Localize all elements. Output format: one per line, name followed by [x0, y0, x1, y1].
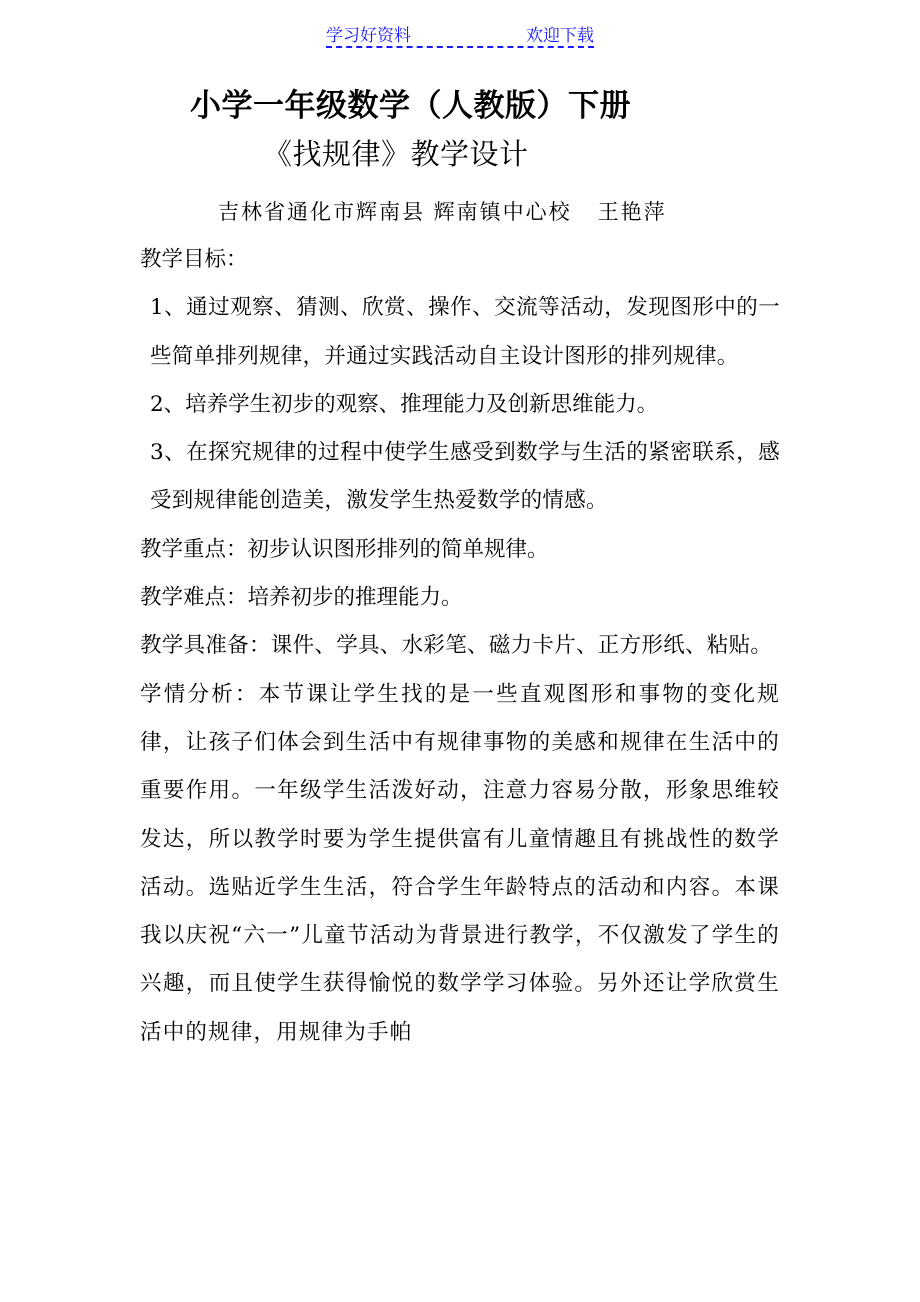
- header-right-text: 欢迎下载: [526, 26, 594, 46]
- author-name: 王艳萍: [597, 200, 667, 224]
- page-header: [326, 18, 594, 48]
- objective-3: 3、在探究规律的过程中使学生感受到数学与生活的紧密联系，感受到规律能创造美，激发学生热爱数学的情感。: [150, 440, 780, 514]
- document-subtitle: 《找规律》教学设计: [263, 137, 529, 171]
- author-school: 吉林省通化市辉南县 辉南镇中心校: [218, 200, 572, 224]
- objective-2: 2、培养学生初步的观察、推理能力及创新思维能力。: [150, 391, 659, 417]
- learning-analysis: 学情分析：本节课让学生找的是一些直观图形和事物的变化规律，让孩子们体会到生活中有规律事物的美感和规律在生活中的重要作用。一年级学生活泼好动，注意力容易分散，形象思维较发达，所以教学时要为学生提供富有儿童情趣且有挑战性的数学活动。选贴近学生生活，符合学生年龄特点的活动和内容。本课我以庆祝“六一”儿童节活动为背景进行教学，不仅激发了学生的兴趣，而且使学生获得愉悦的数学学习体验。另外还让学欣赏生活中的规律，用规律为手帕: [140, 681, 780, 1045]
- objectives-heading: 教学目标：: [140, 247, 248, 272]
- document-body: [140, 236, 780, 1057]
- materials: 教学具准备：课件、学具、水彩笔、磁力卡片、正方形纸、粘贴。: [140, 633, 773, 659]
- difficulty: 教学难点：培养初步的推理能力。: [140, 585, 463, 611]
- author-line: [218, 196, 667, 226]
- header-left-text: 学习好资料: [326, 26, 411, 46]
- key-point: 教学重点：初步认识图形排列的简单规律。: [140, 536, 549, 562]
- document-title: 小学一年级数学（人教版）下册: [190, 88, 631, 124]
- objective-1: 1、通过观察、猜测、欣赏、操作、交流等活动，发现图形中的一些简单排列规律，并通过实践活动自主设计图形的排列规律。: [150, 295, 780, 369]
